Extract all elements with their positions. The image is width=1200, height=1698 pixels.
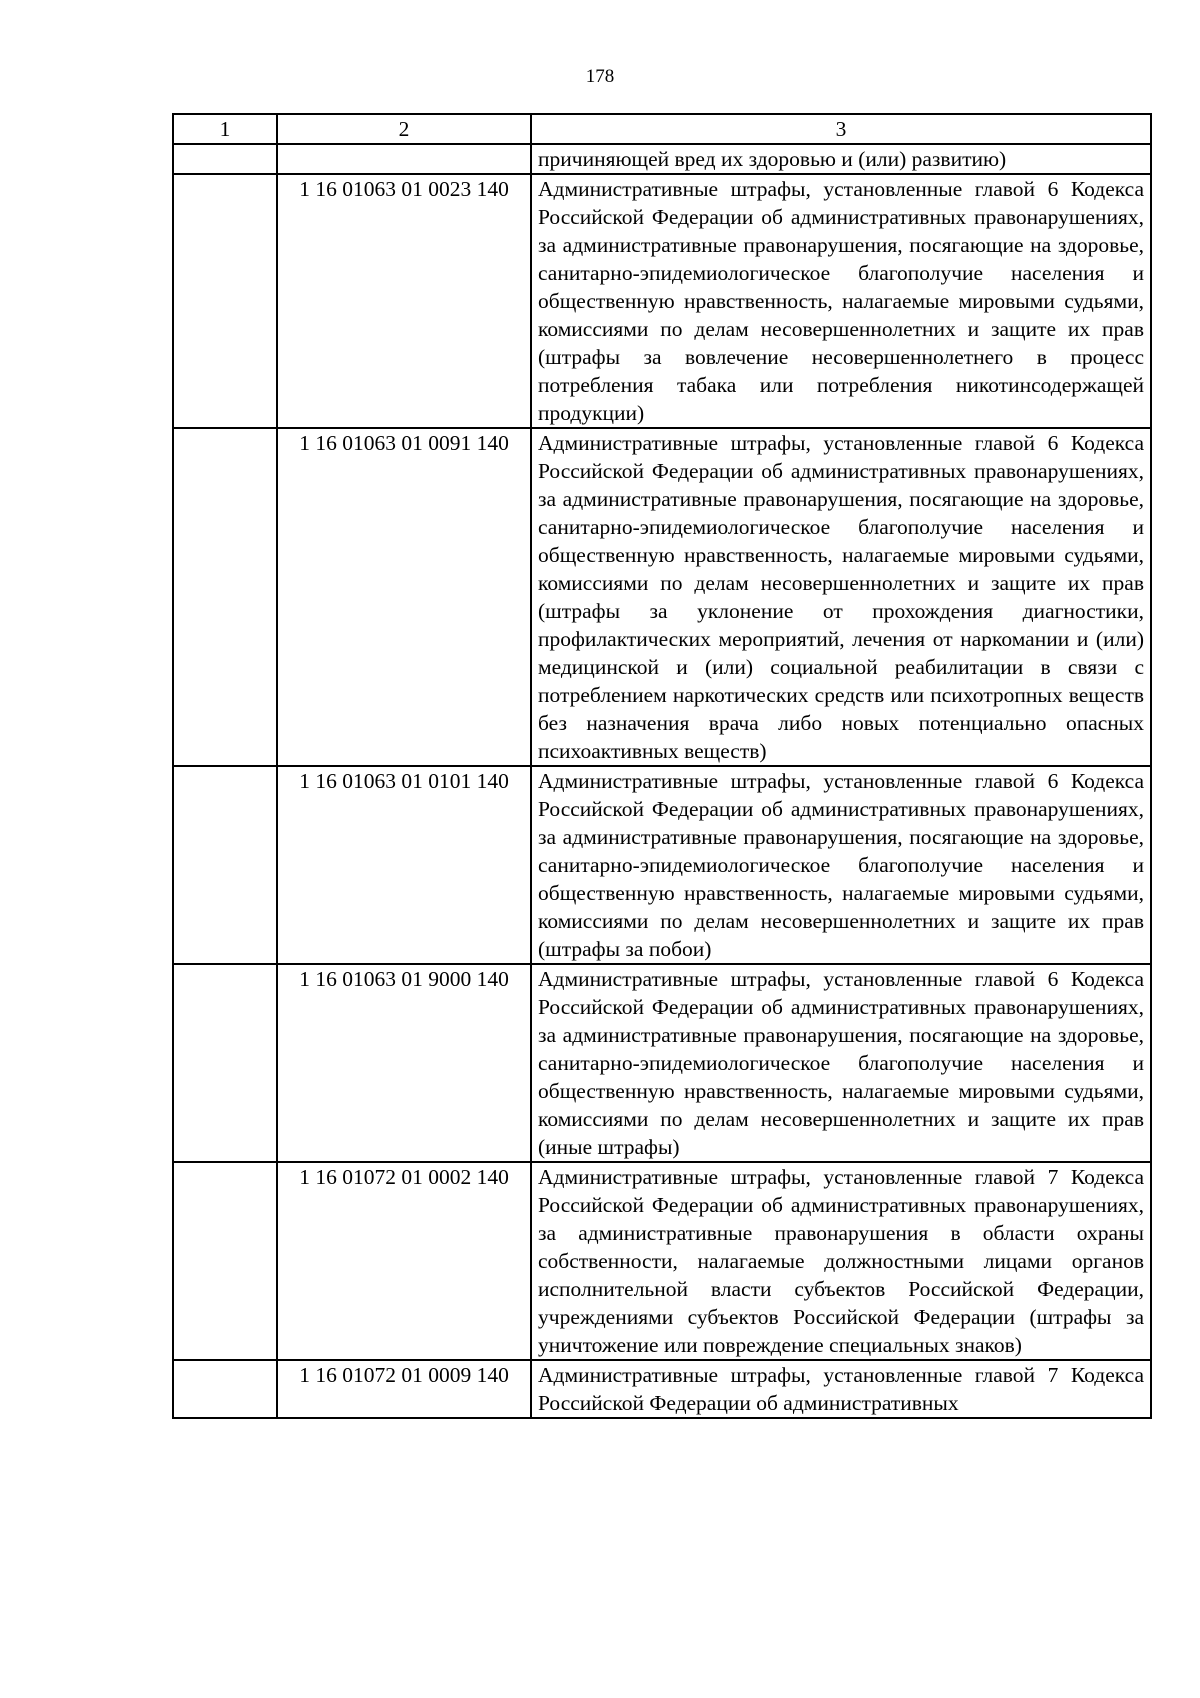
row-col1-cell [173, 144, 277, 174]
page-number: 178 [585, 66, 615, 87]
table-row [173, 964, 1151, 1162]
row-col1-cell [173, 766, 277, 964]
budget-code-cell [277, 144, 531, 174]
budget-code-cell: 1 16 01063 01 9000 140 [277, 964, 531, 1162]
table-row [173, 766, 1151, 964]
budget-classification-table [172, 113, 1152, 1419]
budget-code-cell: 1 16 01063 01 0101 140 [277, 766, 531, 964]
table-row [173, 428, 1151, 766]
row-col1-cell [173, 174, 277, 428]
description-cell: причиняющей вред их здоровью и (или) развитию) [531, 144, 1151, 174]
header-cell-3: 3 [531, 114, 1151, 144]
budget-code-cell: 1 16 01063 01 0091 140 [277, 428, 531, 766]
table-row [173, 1162, 1151, 1360]
row-col1-cell [173, 428, 277, 766]
header-cell-1: 1 [173, 114, 277, 144]
budget-code-cell: 1 16 01072 01 0002 140 [277, 1162, 531, 1360]
description-cell: Административные штрафы, установленные главой 6 Кодекса Российской Федерации об административных правонарушениях, за административные правонарушения, посягающие на здоровье, санитарно-эпидемиологическое благополучие населения и общественную нравственность, налагаемые мировыми судьями, комиссиями по делам несовершеннолетних и защите их прав (штрафы за побои) [531, 766, 1151, 964]
header-cell-2: 2 [277, 114, 531, 144]
table-row [173, 1360, 1151, 1418]
budget-code-cell: 1 16 01072 01 0009 140 [277, 1360, 531, 1418]
description-cell: Административные штрафы, установленные главой 6 Кодекса Российской Федерации об административных правонарушениях, за административные правонарушения, посягающие на здоровье, санитарно-эпидемиологическое благополучие населения и общественную нравственность, налагаемые мировыми судьями, комиссиями по делам несовершеннолетних и защите их прав (иные штрафы) [531, 964, 1151, 1162]
row-col1-cell [173, 1162, 277, 1360]
row-col1-cell [173, 1360, 277, 1418]
description-cell: Административные штрафы, установленные главой 7 Кодекса Российской Федерации об административных [531, 1360, 1151, 1418]
description-cell: Административные штрафы, установленные главой 6 Кодекса Российской Федерации об административных правонарушениях, за административные правонарушения, посягающие на здоровье, санитарно-эпидемиологическое благополучие населения и общественную нравственность, налагаемые мировыми судьями, комиссиями по делам несовершеннолетних и защите их прав (штрафы за уклонение от прохождения диагностики, профилактических мероприятий, лечения от наркомании и (или) медицинской и (или) социальной реабилитации в связи с потреблением наркотических средств или психотропных веществ без назначения врача либо новых потенциально опасных психоактивных веществ) [531, 428, 1151, 766]
table-row [173, 144, 1151, 174]
budget-code-cell: 1 16 01063 01 0023 140 [277, 174, 531, 428]
table-header-row [173, 114, 1151, 144]
description-cell: Административные штрафы, установленные главой 7 Кодекса Российской Федерации об административных правонарушениях, за административные правонарушения в области охраны собственности, налагаемые должностными лицами органов исполнительной власти субъектов Российской Федерации, учреждениями субъектов Российской Федерации (штрафы за уничтожение или повреждение специальных знаков) [531, 1162, 1151, 1360]
row-col1-cell [173, 964, 277, 1162]
table-row [173, 174, 1151, 428]
description-cell: Административные штрафы, установленные главой 6 Кодекса Российской Федерации об административных правонарушениях, за административные правонарушения, посягающие на здоровье, санитарно-эпидемиологическое благополучие населения и общественную нравственность, налагаемые мировыми судьями, комиссиями по делам несовершеннолетних и защите их прав (штрафы за вовлечение несовершеннолетнего в процесс потребления табака или потребления никотинсодержащей продукции) [531, 174, 1151, 428]
